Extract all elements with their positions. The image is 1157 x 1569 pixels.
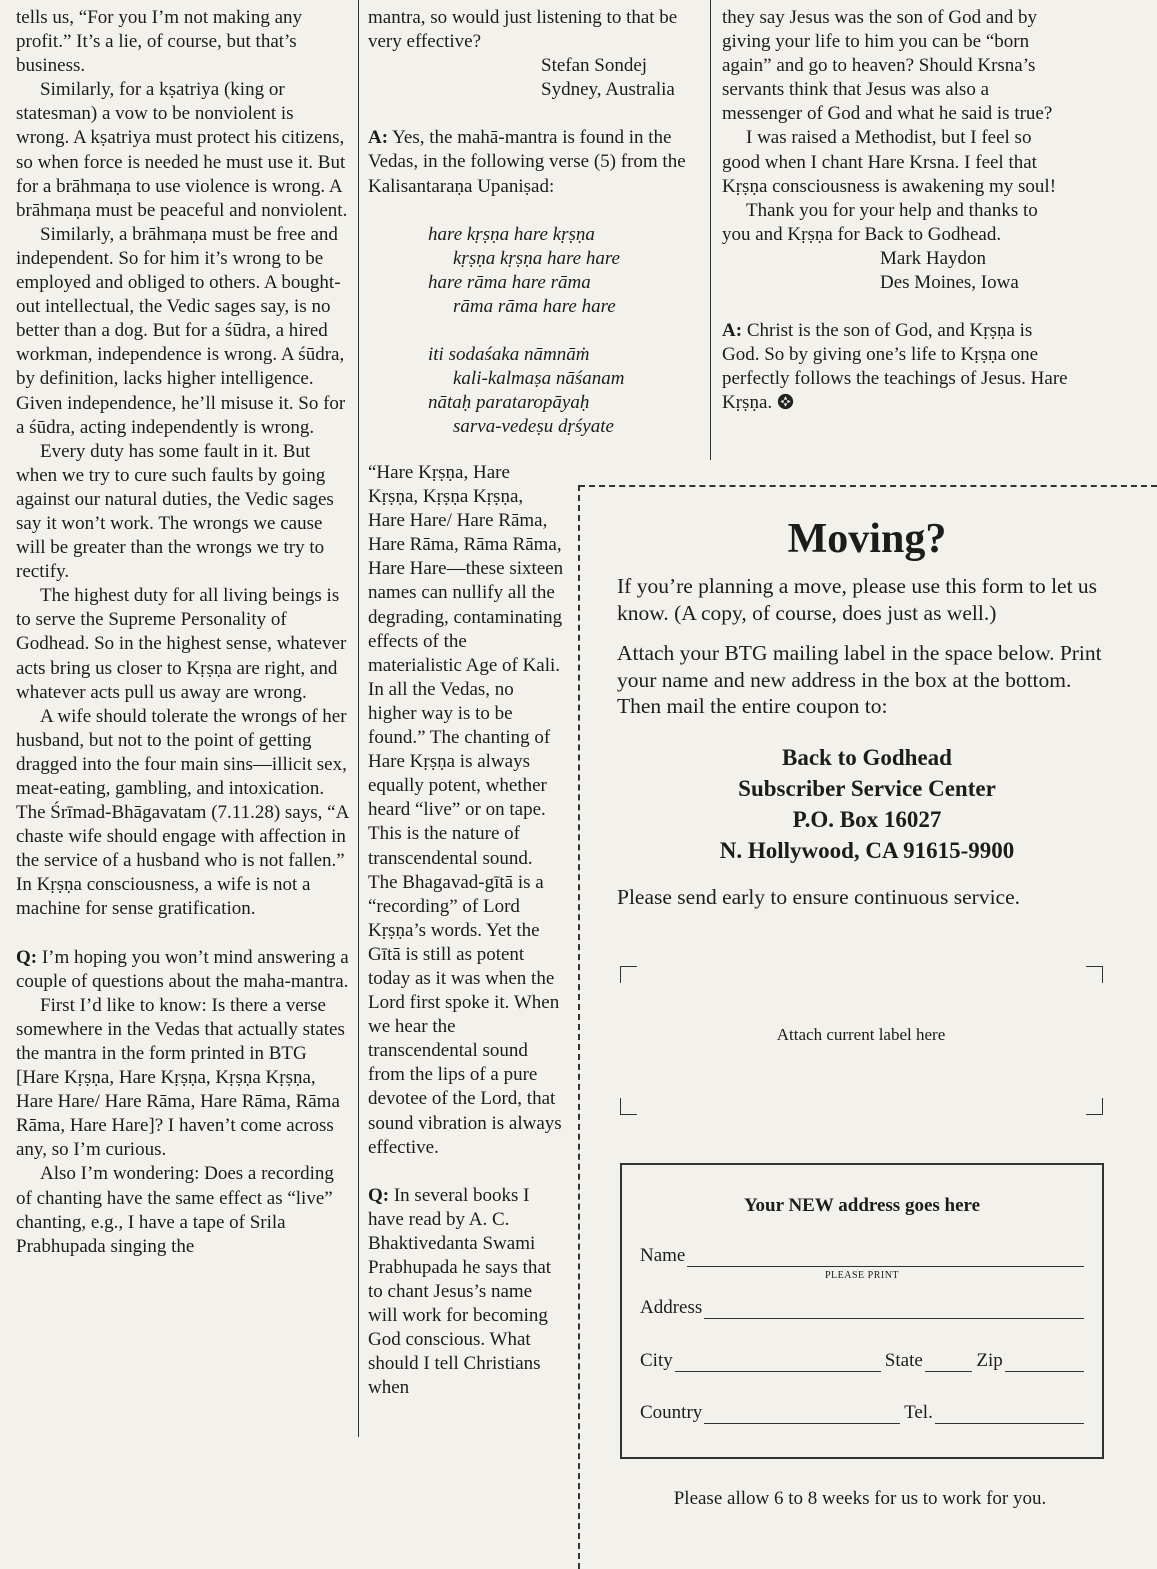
question-paragraph: [16, 946, 351, 994]
verse-line: sarva-vedeṣu dṛśyate: [453, 416, 614, 438]
column-divider: [358, 0, 359, 1437]
col2-paragraph: mantra, so would just listening to that be very effective?: [368, 7, 678, 53]
verse-line: rāma rāma hare hare: [453, 295, 616, 317]
country-line[interactable]: [704, 1405, 900, 1424]
label-corner-mark: [1086, 1098, 1103, 1115]
address-line: Subscriber Service Center: [738, 775, 996, 801]
signature-place: Des Moines, Iowa: [880, 272, 1019, 294]
verse-line: iti sodaśaka nāmnāṁ: [428, 344, 590, 366]
coupon-paragraph: Please send early to ensure continuous service.: [617, 884, 1020, 909]
address-field[interactable]: [640, 1297, 1088, 1319]
question-label: Q:: [16, 946, 38, 968]
label-corner-mark: [620, 966, 637, 983]
state-line[interactable]: [925, 1353, 973, 1372]
column-2-lower: [368, 461, 564, 1401]
signature-name: Mark Haydon: [880, 247, 987, 269]
mailing-address: [617, 742, 1117, 866]
city-label: City: [640, 1350, 673, 1371]
state-label: State: [884, 1350, 923, 1371]
delivery-note: Please allow 6 to 8 weeks for us to work for you.: [673, 1488, 1047, 1509]
name-line[interactable]: [687, 1248, 1084, 1267]
answer-label: A:: [722, 320, 743, 342]
verse-line: nātaḥ parataropāyaḥ: [428, 392, 590, 414]
col1-paragraph: The highest duty for all living beings is to serve the Supreme Personality of Godhead. So in the highest sense, whatever acts bring us closer to Kṛṣṇa are right, and whatever acts pull us away are wrong.: [16, 585, 347, 703]
answer-label: A:: [368, 127, 389, 149]
address-line: Back to Godhead: [782, 744, 952, 770]
label-corner-mark: [1086, 966, 1103, 983]
name-field[interactable]: [640, 1245, 1088, 1267]
verse-line: kṛṣṇa kṛṣṇa hare hare: [453, 247, 620, 269]
new-address-box: [620, 1163, 1104, 1459]
please-print-note: PLEASE PRINT: [824, 1270, 900, 1281]
address-line: P.O. Box 16027: [792, 806, 942, 832]
col1-paragraph: Every duty has some fault in it. But when we try to cure such faults by going against our natural duties, the Vedic sages say it won’t work. The wrongs we cause will be greater than the wrongs we try to rectify.: [16, 440, 334, 583]
address-line-blank[interactable]: [704, 1300, 1084, 1319]
col2-paragraph: “Hare Kṛṣṇa, Hare Kṛṣṇa, Kṛṣṇa Kṛṣṇa, Hare Hare/ Hare Rāma, Hare Rāma, Rāma Rāma, Hare Hare—these sixteen names can nullify all the degrading, contaminating effects of the materialistic Age of Kali. In all the Vedas, no higher way is to be found.” The chanting of Hare Kṛṣṇa is always equally potent, whether heard “live” or on tape. This is the nature of transcendental sound. The Bhagavad-gītā is a “recording” of Lord Kṛṣṇa’s words. Yet the Gītā is still as potent today as it was when the Lord first spoke it. When we hear the transcendental sound from the lips of a pure devotee of the Lord, that sound vibration is always effective.: [368, 462, 564, 1158]
coupon-paragraph: If you’re planning a move, please use this form to let us know. (A copy, of course, does just as well.): [617, 574, 1098, 625]
city-line[interactable]: [675, 1353, 881, 1372]
label-corner-mark: [620, 1098, 637, 1115]
address-line: N. Hollywood, CA 91615-9900: [719, 837, 1015, 863]
col1-paragraph: Also I’m wondering: Does a recording of chanting have the same effect as “live” chanting, e.g., I have a tape of Srila Prabhupada singing the: [16, 1163, 334, 1257]
col1-paragraph: Similarly, a brāhmaṇa must be free and independent. So for him it’s wrong to be employed and obliged to others. A bought-out intellectual, the Vedic sages say, is no better than a dog. But for a śūdra, a hired workman, independence is wrong. A śūdra, by definition, lacks higher intelligence. Given independence, he’ll misuse it. So for a śūdra, acting independently is wrong.: [16, 223, 346, 438]
zip-label: Zip: [976, 1350, 1003, 1371]
question-text: I’m hoping you won’t mind answering a couple of questions about the maha-mantra.: [16, 946, 349, 992]
column-3: [722, 6, 1068, 416]
col3-paragraph: they say Jesus was the son of God and by giving your life to him you can be “born again” and go to heaven? Should Krsna’s servants think that Jesus was also a messenger of God and what he said is true?: [722, 7, 1053, 125]
signature-place: Sydney, Australia: [541, 79, 675, 101]
answer-text: Yes, the mahā-mantra is found in the Vedas, in the following verse (5) from the Kalisantaraṇa Upaniṣad:: [368, 127, 686, 197]
coupon-cut-line: [579, 485, 1157, 487]
signature-name: Stefan Sondej: [541, 55, 648, 77]
new-address-title: Your NEW address goes here: [743, 1195, 981, 1216]
answer-text: Christ is the son of God, and Kṛṣṇa is God. So by giving one’s life to Kṛṣṇa one perfectly follows the teachings of Jesus. Hare Kṛṣṇa.: [722, 320, 1068, 414]
address-label: Address: [640, 1297, 703, 1318]
coupon-title: Moving?: [787, 516, 947, 562]
question-paragraph: [368, 1184, 564, 1401]
answer-paragraph: [722, 319, 1068, 415]
column-2: [368, 6, 698, 439]
verse-line: hare rāma hare rāma: [428, 271, 591, 293]
moving-coupon: [617, 515, 1117, 924]
end-mark-icon: [777, 393, 794, 410]
column-divider: [710, 0, 711, 460]
sanskrit-verse: [368, 343, 698, 439]
col1-paragraph: First I’d like to know: Is there a verse somewhere in the Vedas that actually states the mantra in the form printed in BTG [Hare Kṛṣṇa, Hare Kṛṣṇa, Kṛṣṇa Kṛṣṇa, Hare Hare/ Hare Rāma, Hare Rāma, Rāma Rāma, Hare Hare]? I haven’t come across any, so I’m curious.: [16, 994, 345, 1161]
attach-label-area: Attach current label here: [776, 1025, 946, 1044]
col1-paragraph: Similarly, for a kṣatriya (king or statesman) a vow to be nonviolent is wrong. A kṣatriya must protect his citizens, so when force is needed he must use it. But for a brāhmaṇa to use violence is wrong. A brāhmaṇa must be peaceful and nonviolent.: [16, 79, 348, 221]
country-label: Country: [640, 1402, 703, 1423]
verse-line: hare kṛṣṇa hare kṛṣṇa: [428, 223, 595, 245]
coupon-paragraph: Attach your BTG mailing label in the space below. Print your name and new address in the box at the bottom. Then mail the entire coupon to:: [617, 641, 1102, 718]
coupon-cut-line: [578, 485, 580, 1569]
name-label: Name: [640, 1245, 686, 1266]
question-text: In several books I have read by A. C. Bhaktivedanta Swami Prabhupada he says that to chant Jesus’s name will work for becoming God conscious. What should I tell Christians when: [368, 1184, 552, 1399]
sanskrit-verse: [368, 223, 698, 319]
tel-label: Tel.: [904, 1402, 933, 1423]
col3-paragraph: Thank you for your help and thanks to you and Kṛṣṇa for Back to Godhead.: [722, 199, 1038, 245]
col3-paragraph: I was raised a Methodist, but I feel so good when I chant Hare Krsna. I feel that Kṛṣṇa consciousness is awakening my soul!: [722, 127, 1057, 197]
answer-paragraph: [368, 126, 698, 198]
tel-line[interactable]: [935, 1405, 1084, 1424]
verse-line: kali-kalmaṣa nāśanam: [453, 368, 625, 390]
col1-paragraph: A wife should tolerate the wrongs of her husband, but not to the point of getting dragged into the four main sins—illicit sex, meat-eating, gambling, and intoxication. The Śrīmad-Bhāgavatam (7.11.28) says, “A chaste wife should engage with affection in the service of a husband who is not fallen.” In Kṛṣṇa consciousness, a wife is not a machine for sense gratification.: [16, 705, 349, 920]
column-1: [16, 6, 351, 1259]
city-state-zip-field[interactable]: [640, 1350, 1088, 1372]
question-label: Q:: [368, 1184, 390, 1206]
country-tel-field[interactable]: [640, 1402, 1088, 1424]
col1-paragraph: tells us, “For you I’m not making any profit.” It’s a lie, of course, but that’s business.: [16, 7, 303, 77]
zip-line[interactable]: [1005, 1353, 1084, 1372]
